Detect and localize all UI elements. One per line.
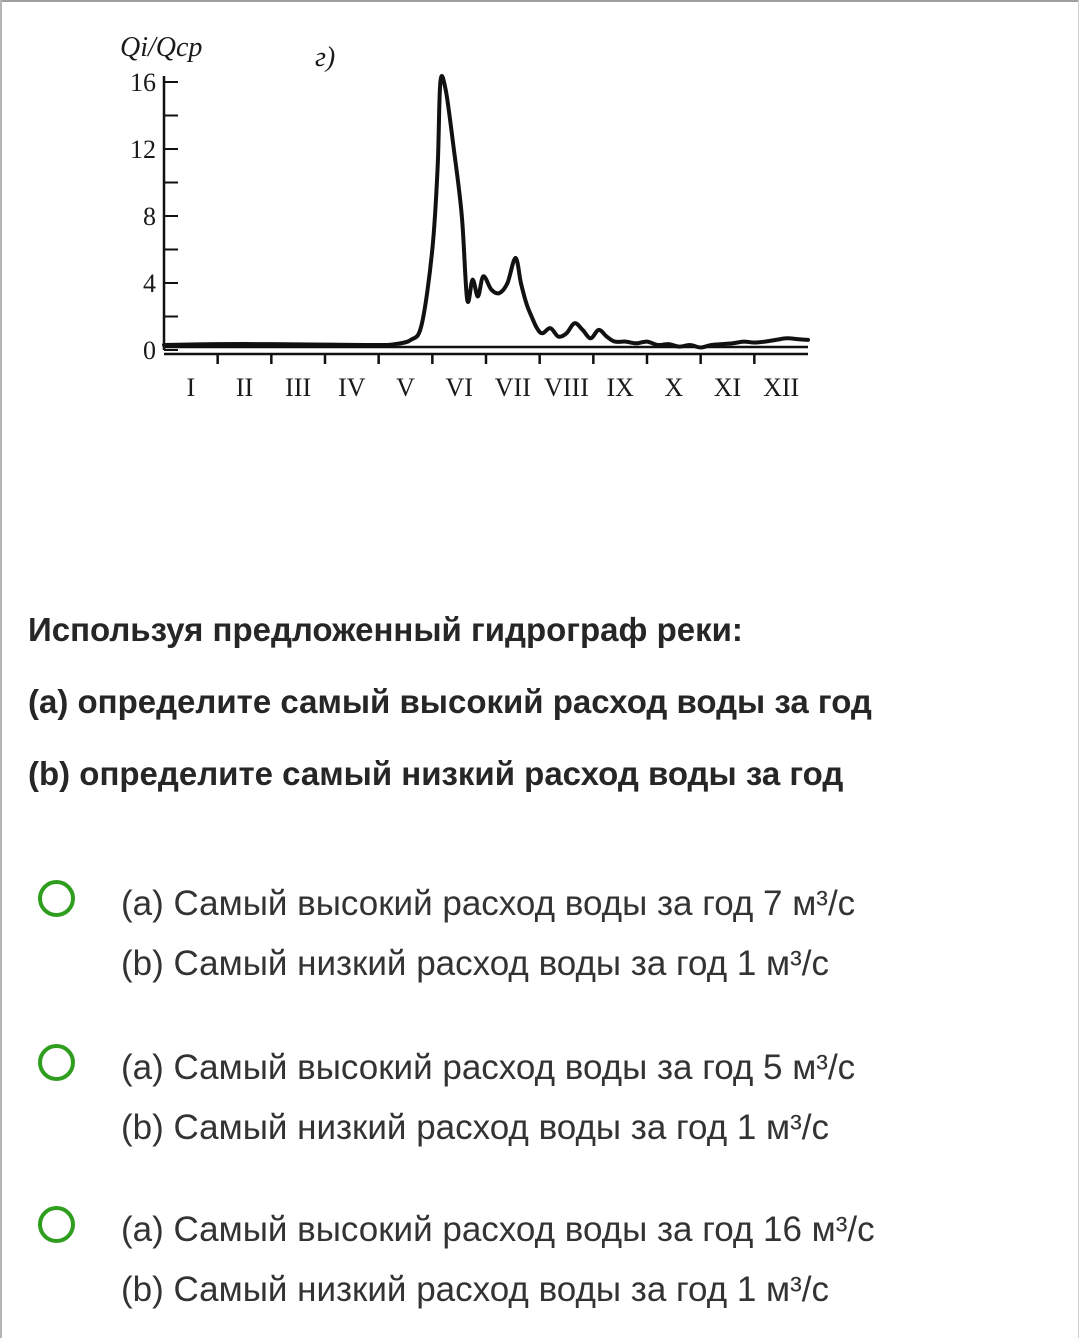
hydrograph-chart <box>100 20 830 410</box>
answer-option-3[interactable] <box>38 1206 1058 1326</box>
x-tick-label: VII <box>494 373 531 402</box>
x-tick-label: IX <box>606 373 634 402</box>
y-tick-label: 8 <box>143 202 156 231</box>
x-axis <box>164 347 808 402</box>
option-line-a: (a) Самый высокий расход воды за год 5 м³/с <box>121 1048 856 1087</box>
y-tick-label: 0 <box>143 336 156 365</box>
x-tick-label: VIII <box>544 373 589 402</box>
x-tick-label: III <box>285 373 312 402</box>
y-tick-label: 12 <box>130 135 156 164</box>
y-tick-label: 4 <box>143 269 156 298</box>
radio-button[interactable] <box>38 1206 75 1243</box>
option-line-b: (b) Самый низкий расход воды за год 1 м³/с <box>121 1270 829 1309</box>
answer-option-2[interactable] <box>38 1044 1058 1164</box>
top-border <box>0 0 1079 2</box>
option-line-b: (b) Самый низкий расход воды за год 1 м³/с <box>121 944 829 983</box>
radio-button[interactable] <box>38 1044 75 1081</box>
x-tick-label: IV <box>338 373 366 402</box>
radio-button[interactable] <box>38 880 75 917</box>
y-axis-label: Qi/Qср <box>120 32 203 63</box>
option-line-a: (a) Самый высокий расход воды за год 7 м³/с <box>121 884 856 923</box>
y-tick-label: 16 <box>130 68 156 97</box>
x-tick-label: XI <box>713 373 742 402</box>
answer-option-1[interactable] <box>38 880 1058 1000</box>
y-axis <box>130 68 178 365</box>
question-part-b: (b) определите самый низкий расход воды за год <box>28 755 844 792</box>
x-tick-label: I <box>186 373 196 402</box>
left-border <box>0 0 2 1338</box>
x-tick-label: V <box>396 373 415 402</box>
question-part-a: (a) определите самый высокий расход воды за год <box>28 683 872 720</box>
option-line-b: (b) Самый низкий расход воды за год 1 м³/с <box>121 1108 829 1147</box>
hydrograph-line <box>164 76 808 347</box>
option-line-a: (a) Самый высокий расход воды за год 16 м³/с <box>121 1210 875 1249</box>
x-tick-label: II <box>235 373 254 402</box>
x-tick-label: XII <box>763 373 800 402</box>
x-tick-label: VI <box>445 373 473 402</box>
question-intro: Используя предложенный гидрограф реки: <box>28 611 743 648</box>
x-tick-label: X <box>664 373 684 402</box>
chart-title: г) <box>315 42 336 73</box>
